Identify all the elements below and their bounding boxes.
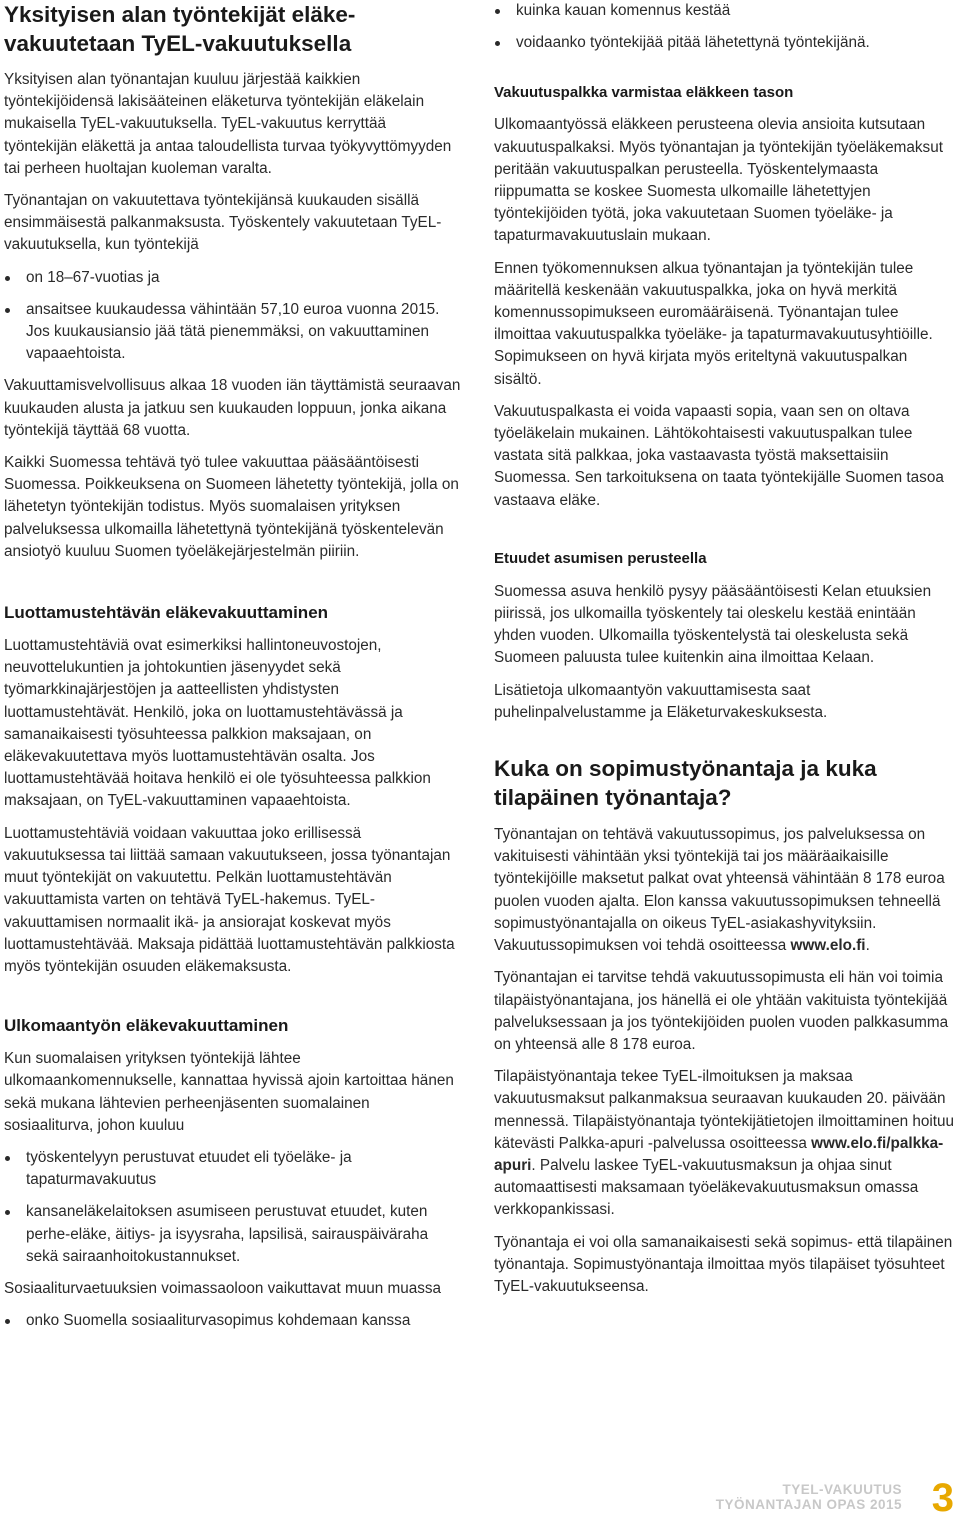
temporary-employer-reporting-paragraph	[494, 1066, 956, 1221]
validity-factors-list	[4, 1310, 462, 1332]
temporary-employer-paragraph: Työnantajan ei tarvitse tehdä vakuutussopimusta eli hän voi toimia tilapäistyönantajana, jos hänellä ei ole yhtään vakituista työntekijää palveluksessaan ja jos työntekijöiden puolen vuoden palkkasumma on yhteensä alle 8 178 euroa.	[494, 969, 949, 1053]
list-item: onko Suomella sosiaaliturvasopimus kohdemaan kanssa	[4, 1310, 462, 1332]
trust-insurance-paragraph: Luottamustehtäviä voidaan vakuuttaa joko erillisessä vakuutuksessa tai liittää samaan vakuutukseen, jossa työnantajan muut työntekijät on vakuutettu. Pelkän luottamustehtävän vakuuttamista varten on tehtävä TyEL-hakemus. TyEL-vakuuttamisen normaalit ikä- ja ansiorajat koskevat myös luottamustehtävää. Maksaja pidättää luottamustehtävän palkkiosta myös työntekijän osuuden eläkemaksusta.	[4, 824, 455, 975]
contract-employer-end: .	[865, 937, 870, 955]
salary-agreement-paragraph: Ennen työkomennuksen alkua työnantajan ja työntekijän tulee määritellä keskenään vakuutuspalkka, joka on hyvä merkitä komennussopimukseen euromääräisenä. Työnantajan tulee ilmoittaa vakuutuspalkka työeläke- ja tapaturmavakuutusyhtiöille. Sopimukseen on hyvä kirjata myös eriteltynä vakuutuspalkan sisältö.	[494, 259, 933, 388]
foreign-work-paragraph: Kun suomalaisen yrityksen työntekijä lähtee ulkomaankomennukselle, kannattaa hyvissä ajoin kartoittaa hänen sekä mukana lähtevien perheenjäsenten suomalainen sosiaaliturva, johon kuuluu	[4, 1050, 454, 1134]
footer-line1: TYEL-VAKUUTUS	[782, 1482, 902, 1497]
list-item: voidaanko työntekijää pitää lähetettynä työntekijänä.	[494, 32, 956, 54]
more-info-paragraph: Lisätietoja ulkomaantyön vakuuttamisesta saat puhelinpalvelustamme ja Eläketurvakeskuksesta.	[494, 681, 828, 721]
temporary-reporting-end: . Palvelu laskee TyEL-vakuutusmaksun ja ohjaa sinut automaattisesti maksamaan työeläkevakuutusmaksun omassa verkkopankissasi.	[494, 1156, 919, 1219]
insurance-salary-paragraph: Ulkomaantyössä eläkkeen perusteena olevia ansioita kutsutaan vakuutuspalkaksi. Myös työnantajan ja työntekijän työeläkemaksut peritään vakuutuspalkan perusteella. Työskentelymaasta riippumatta se koskee Suomesta ulkomaille lähetettyjen työntekijöiden työtä, joka vakuutetaan Suomen työeläke- ja tapaturmavakuutuslain mukaan.	[494, 116, 943, 245]
salary-level-paragraph: Vakuutuspalkasta ei voida vapaasti sopia, vaan sen on oltava työeläkelain mukainen. Lähtökohtaisesti vakuutuspalkan tulee vastata sitä palkkaa, joka vastaavasta työstä maksettaisiin Suomessa. Sen tarkoituksena on taata työntekijälle Suomen tasoa vastaava eläke.	[494, 402, 944, 509]
social-security-list	[4, 1147, 462, 1268]
page-footer	[716, 1482, 902, 1512]
list-item: on 18–67-vuotias ja	[4, 267, 462, 289]
page-title-line1: Yksityisen alan työntekijät eläke-	[4, 2, 356, 27]
insurance-obligation-paragraph: Työnantajan on vakuutettava työntekijänsä kuukauden sisällä ensimmäisestä palkanmaksusta. Työskentely vakuutetaan TyEL-vakuutuksella, kun työntekijä	[4, 192, 442, 254]
assignment-factors-list	[494, 0, 956, 54]
obligation-age-paragraph: Vakuuttamisvelvollisuus alkaa 18 vuoden iän täyttämistä seuraavan kuukauden alusta ja jatkuu sen kuukauden loppuun, jonka aikana työntekijä täyttää 68 vuotta.	[4, 377, 461, 439]
section-heading-foreign-work: Ulkomaantyön eläkevakuuttaminen	[4, 1016, 289, 1036]
left-column	[4, 0, 462, 1332]
residence-benefits-paragraph: Suomessa asuva henkilö pysyy pääsääntöisesti Kelan etuuksien piirissä, jos ulkomailla työskentely tai oleskelu kestää enintään yhden vuoden. Ulkomailla työskentelystä tai oleskelusta sekä Suomeen paluusta tulee kuitenkin aina ilmoittaa Kelaan.	[494, 582, 932, 667]
employer-exclusivity-paragraph: Työnantaja ei voi olla samanaikaisesti sekä sopimus- että tilapäinen työnantaja. Sopimustyönantaja ilmoittaa myös tilapäiset työsuhteet TyEL-vakuutukseensa.	[494, 1233, 953, 1295]
page-number: 3	[931, 1476, 954, 1520]
trust-positions-paragraph: Luottamustehtäviä ovat esimerkiksi hallintoneuvostojen, neuvottelukuntien ja johtokuntien jäsenyydet sekä työmarkkinajärjestöjen ja aatteellisten yhdistysten luottamustehtävät. Henkilö, joka on luottamustehtävässä ja samanaikaisesti työsuhteessa palkkion maksajaan, on eläkevakuutettava myös luottamustehtävän osalta. Jos luottamustehtävää hoitava henkilö ei ole työsuhteessa palkkion maksajaan, on TyEL-vakuuttaminen vapaaehtoista.	[4, 637, 431, 810]
employee-criteria-list	[4, 267, 462, 366]
work-in-finland-paragraph: Kaikki Suomessa tehtävä työ tulee vakuuttaa pääsääntöisesti Suomessa. Poikkeuksena on Suomeen lähetetty työntekijä, jolla on lähetetyn työntekijän todistus. Myös suomalaisen yrityksen palveluksessa ulkomailla lähetettynä työntekijänä työskentelevän ansiotyö kuuluu Suomen työeläkejärjestelmän piiriin.	[4, 454, 459, 560]
list-item: kansaneläkelaitoksen asumiseen perustuvat etuudet, kuten perhe-eläke, äitiys- ja isyysraha, lapsilisä, sairauspäiväraha sekä sairaanhoitokustannukset.	[4, 1201, 462, 1268]
section-heading-residence-benefits: Etuudet asumisen perusteella	[494, 549, 707, 567]
section-heading-insurance-salary: Vakuutuspalkka varmistaa eläkkeen tason	[494, 84, 794, 102]
footer-line2: TYÖNANTAJAN OPAS 2015	[715, 1497, 902, 1512]
contract-employer-text: Työnantajan on tehtävä vakuutussopimus, jos palveluksessa on vakituisesti vähintään yksi työntekijä tai jos määräaikaisille työntekijöille maksetut palkat ovat yhteensä vähintään 8 178 euroa puolen vuoden ajalta. Elon kanssa vakuutussopimuksen tehneellä sopimustyönantajalla on oikeus TyEL-asiakashyvityksiin. Vakuutussopimuksen voi tehdä osoitteessa	[494, 826, 945, 955]
section-heading-trust-positions: Luottamustehtävän eläkevakuuttaminen	[4, 603, 329, 623]
temporary-reporting-text: Tilapäistyönantaja tekee TyEL-ilmoituksen ja maksaa vakuutusmaksut palkanmaksua seuraavan kuukauden 20. päivään mennessä. Tilapäistyönantaja työntekijätietojen ilmoittaminen hoituu kätevästi Palkka-apuri -palvelussa osoitteessa	[494, 1068, 955, 1152]
section-heading-employer-types	[494, 754, 956, 812]
section-heading-employer-types-line1: Kuka on sopimustyönantaja ja kuka	[494, 756, 877, 782]
contract-employer-paragraph	[494, 824, 956, 957]
benefits-validity-paragraph: Sosiaaliturvaetuuksien voimassaoloon vaikuttavat muun muassa	[4, 1279, 442, 1297]
right-column	[494, 0, 956, 1298]
list-item: ansaitsee kuukaudessa vähintään 57,10 euroa vuonna 2015. Jos kuukausiansio jää tätä pienemmäksi, on vakuuttaminen vapaaehtoista.	[4, 299, 462, 366]
page-title-line2: vakuutetaan TyEL-vakuutuksella	[4, 31, 352, 56]
section-heading-employer-types-line2: tilapäinen työnantaja?	[494, 785, 732, 811]
palkka-apuri-link[interactable]: www.elo.fi/palkka-apuri	[494, 1134, 944, 1174]
page-title	[4, 0, 462, 58]
list-item: työskentelyyn perustuvat etuudet eli työeläke- ja tapaturmavakuutus	[4, 1147, 462, 1191]
list-item: kuinka kauan komennus kestää	[494, 0, 956, 22]
elo-website-link[interactable]: www.elo.fi	[790, 937, 866, 955]
intro-paragraph: Yksityisen alan työnantajan kuuluu järjestää kaikkien työntekijöidensä lakisääteinen eläketurva työntekijän eläkelain mukaisella TyEL-vakuutuksella. TyEL-vakuutus kerryttää työntekijän eläkettä ja antaa taloudellista turvaa työkyvyttömyyden tai perheen huoltajan kuoleman varalta.	[4, 71, 452, 177]
